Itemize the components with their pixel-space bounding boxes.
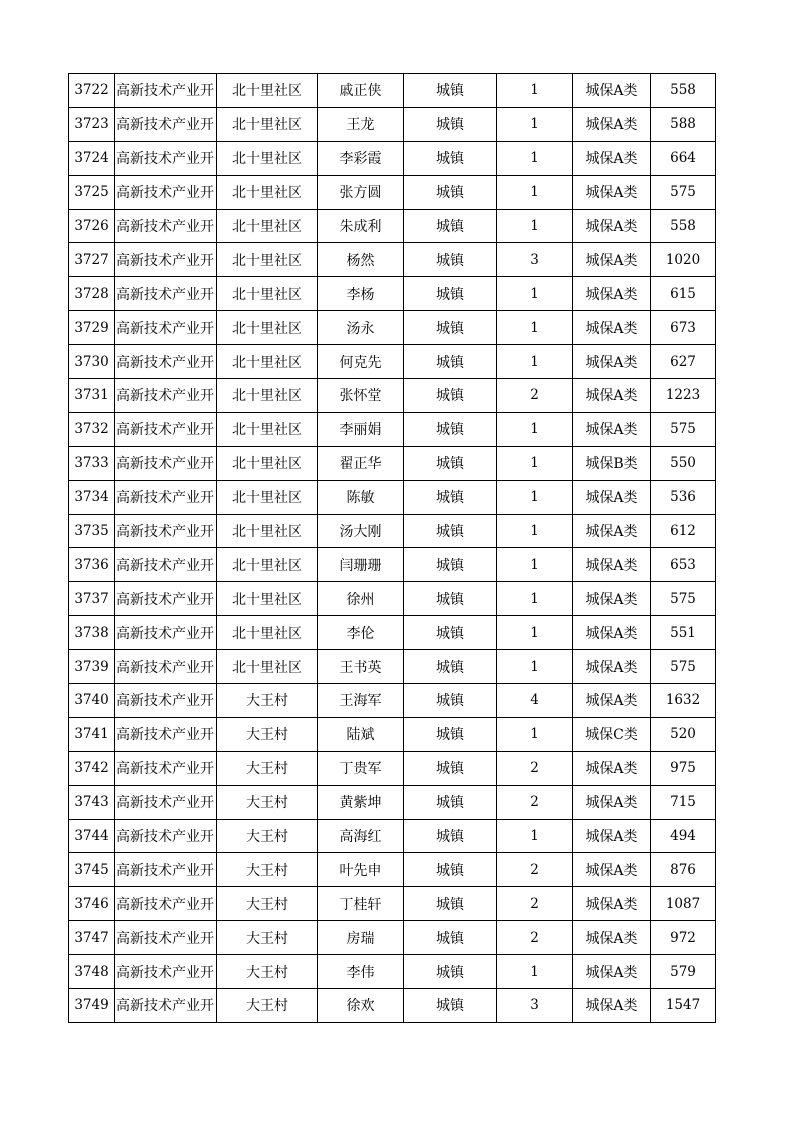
row-number-cell: 3745 [69, 853, 115, 887]
household-size-cell: 1 [497, 74, 573, 108]
residence-type-cell: 城镇 [404, 480, 497, 514]
community-cell: 北十里社区 [217, 107, 318, 141]
row-number-cell: 3722 [69, 74, 115, 108]
district-cell: 高新技术产业开 [115, 717, 217, 751]
district-cell: 高新技术产业开 [115, 751, 217, 785]
household-size-cell: 3 [497, 243, 573, 277]
household-size-cell: 2 [497, 921, 573, 955]
category-cell: 城保A类 [573, 345, 651, 379]
name-cell: 闫珊珊 [318, 548, 404, 582]
category-cell: 城保A类 [573, 514, 651, 548]
category-cell: 城保C类 [573, 717, 651, 751]
amount-cell: 575 [651, 582, 716, 616]
community-cell: 北十里社区 [217, 345, 318, 379]
residence-type-cell: 城镇 [404, 412, 497, 446]
district-cell: 高新技术产业开 [115, 921, 217, 955]
category-cell: 城保A类 [573, 311, 651, 345]
amount-cell: 876 [651, 853, 716, 887]
district-cell: 高新技术产业开 [115, 379, 217, 413]
household-size-cell: 1 [497, 141, 573, 175]
residence-type-cell: 城镇 [404, 514, 497, 548]
category-cell: 城保A类 [573, 989, 651, 1023]
amount-cell: 1087 [651, 887, 716, 921]
community-cell: 大王村 [217, 989, 318, 1023]
household-size-cell: 1 [497, 819, 573, 853]
row-number-cell: 3733 [69, 446, 115, 480]
name-cell: 王龙 [318, 107, 404, 141]
community-cell: 北十里社区 [217, 379, 318, 413]
name-cell: 朱成利 [318, 209, 404, 243]
district-cell: 高新技术产业开 [115, 853, 217, 887]
amount-cell: 975 [651, 751, 716, 785]
household-size-cell: 2 [497, 887, 573, 921]
district-cell: 高新技术产业开 [115, 446, 217, 480]
household-size-cell: 1 [497, 582, 573, 616]
household-size-cell: 2 [497, 751, 573, 785]
table-row [69, 921, 716, 955]
category-cell: 城保A类 [573, 175, 651, 209]
table-row [69, 887, 716, 921]
name-cell: 丁贵军 [318, 751, 404, 785]
category-cell: 城保A类 [573, 379, 651, 413]
amount-cell: 653 [651, 548, 716, 582]
residence-type-cell: 城镇 [404, 853, 497, 887]
category-cell: 城保A类 [573, 548, 651, 582]
category-cell: 城保B类 [573, 446, 651, 480]
community-cell: 北十里社区 [217, 582, 318, 616]
category-cell: 城保A类 [573, 819, 651, 853]
amount-cell: 575 [651, 412, 716, 446]
residence-type-cell: 城镇 [404, 548, 497, 582]
community-cell: 大王村 [217, 955, 318, 989]
amount-cell: 1223 [651, 379, 716, 413]
category-cell: 城保A类 [573, 243, 651, 277]
row-number-cell: 3723 [69, 107, 115, 141]
row-number-cell: 3735 [69, 514, 115, 548]
household-size-cell: 1 [497, 514, 573, 548]
amount-cell: 588 [651, 107, 716, 141]
residence-type-cell: 城镇 [404, 582, 497, 616]
category-cell: 城保A类 [573, 277, 651, 311]
table-row [69, 74, 716, 108]
name-cell: 徐欢 [318, 989, 404, 1023]
district-cell: 高新技术产业开 [115, 175, 217, 209]
category-cell: 城保A类 [573, 650, 651, 684]
household-size-cell: 1 [497, 107, 573, 141]
residence-type-cell: 城镇 [404, 209, 497, 243]
household-size-cell: 1 [497, 616, 573, 650]
table-row [69, 480, 716, 514]
community-cell: 北十里社区 [217, 74, 318, 108]
community-cell: 大王村 [217, 819, 318, 853]
amount-cell: 664 [651, 141, 716, 175]
household-size-cell: 1 [497, 446, 573, 480]
district-cell: 高新技术产业开 [115, 582, 217, 616]
amount-cell: 615 [651, 277, 716, 311]
community-cell: 大王村 [217, 921, 318, 955]
community-cell: 北十里社区 [217, 243, 318, 277]
name-cell: 高海红 [318, 819, 404, 853]
amount-cell: 612 [651, 514, 716, 548]
name-cell: 王海军 [318, 684, 404, 718]
category-cell: 城保A类 [573, 785, 651, 819]
name-cell: 杨然 [318, 243, 404, 277]
row-number-cell: 3730 [69, 345, 115, 379]
row-number-cell: 3727 [69, 243, 115, 277]
residence-type-cell: 城镇 [404, 887, 497, 921]
roster-body [69, 74, 716, 1023]
amount-cell: 1547 [651, 989, 716, 1023]
household-size-cell: 1 [497, 311, 573, 345]
household-size-cell: 1 [497, 412, 573, 446]
community-cell: 大王村 [217, 785, 318, 819]
table-row [69, 311, 716, 345]
residence-type-cell: 城镇 [404, 379, 497, 413]
district-cell: 高新技术产业开 [115, 819, 217, 853]
district-cell: 高新技术产业开 [115, 548, 217, 582]
row-number-cell: 3725 [69, 175, 115, 209]
residence-type-cell: 城镇 [404, 819, 497, 853]
district-cell: 高新技术产业开 [115, 955, 217, 989]
table-row [69, 141, 716, 175]
amount-cell: 627 [651, 345, 716, 379]
category-cell: 城保A类 [573, 887, 651, 921]
household-size-cell: 1 [497, 955, 573, 989]
name-cell: 黄紫坤 [318, 785, 404, 819]
household-size-cell: 1 [497, 480, 573, 514]
name-cell: 汤大刚 [318, 514, 404, 548]
row-number-cell: 3726 [69, 209, 115, 243]
table-row [69, 717, 716, 751]
table-row [69, 955, 716, 989]
residence-type-cell: 城镇 [404, 277, 497, 311]
community-cell: 大王村 [217, 684, 318, 718]
amount-cell: 494 [651, 819, 716, 853]
district-cell: 高新技术产业开 [115, 74, 217, 108]
community-cell: 北十里社区 [217, 141, 318, 175]
district-cell: 高新技术产业开 [115, 209, 217, 243]
name-cell: 李伟 [318, 955, 404, 989]
table-row [69, 616, 716, 650]
table-row [69, 751, 716, 785]
district-cell: 高新技术产业开 [115, 480, 217, 514]
table-row [69, 582, 716, 616]
district-cell: 高新技术产业开 [115, 107, 217, 141]
residence-type-cell: 城镇 [404, 751, 497, 785]
table-row [69, 243, 716, 277]
row-number-cell: 3744 [69, 819, 115, 853]
community-cell: 大王村 [217, 853, 318, 887]
row-number-cell: 3736 [69, 548, 115, 582]
household-size-cell: 1 [497, 209, 573, 243]
household-size-cell: 1 [497, 277, 573, 311]
table-row [69, 819, 716, 853]
residence-type-cell: 城镇 [404, 243, 497, 277]
category-cell: 城保A类 [573, 209, 651, 243]
row-number-cell: 3741 [69, 717, 115, 751]
amount-cell: 550 [651, 446, 716, 480]
district-cell: 高新技术产业开 [115, 141, 217, 175]
community-cell: 北十里社区 [217, 446, 318, 480]
community-cell: 北十里社区 [217, 277, 318, 311]
amount-cell: 673 [651, 311, 716, 345]
household-size-cell: 1 [497, 175, 573, 209]
table-row [69, 684, 716, 718]
residence-type-cell: 城镇 [404, 785, 497, 819]
community-cell: 北十里社区 [217, 209, 318, 243]
community-cell: 北十里社区 [217, 480, 318, 514]
row-number-cell: 3737 [69, 582, 115, 616]
residence-type-cell: 城镇 [404, 650, 497, 684]
row-number-cell: 3731 [69, 379, 115, 413]
name-cell: 李丽娟 [318, 412, 404, 446]
category-cell: 城保A类 [573, 74, 651, 108]
name-cell: 陆斌 [318, 717, 404, 751]
district-cell: 高新技术产业开 [115, 345, 217, 379]
community-cell: 北十里社区 [217, 650, 318, 684]
table-row [69, 175, 716, 209]
row-number-cell: 3729 [69, 311, 115, 345]
community-cell: 北十里社区 [217, 548, 318, 582]
category-cell: 城保A类 [573, 751, 651, 785]
district-cell: 高新技术产业开 [115, 989, 217, 1023]
table-row [69, 785, 716, 819]
household-size-cell: 4 [497, 684, 573, 718]
amount-cell: 715 [651, 785, 716, 819]
table-row [69, 989, 716, 1023]
district-cell: 高新技术产业开 [115, 650, 217, 684]
row-number-cell: 3739 [69, 650, 115, 684]
household-size-cell: 1 [497, 548, 573, 582]
residence-type-cell: 城镇 [404, 175, 497, 209]
category-cell: 城保A类 [573, 955, 651, 989]
household-size-cell: 1 [497, 650, 573, 684]
row-number-cell: 3724 [69, 141, 115, 175]
district-cell: 高新技术产业开 [115, 412, 217, 446]
table-row [69, 514, 716, 548]
name-cell: 王书英 [318, 650, 404, 684]
roster-table [68, 73, 716, 1023]
category-cell: 城保A类 [573, 141, 651, 175]
residence-type-cell: 城镇 [404, 311, 497, 345]
amount-cell: 972 [651, 921, 716, 955]
residence-type-cell: 城镇 [404, 717, 497, 751]
name-cell: 叶先申 [318, 853, 404, 887]
category-cell: 城保A类 [573, 107, 651, 141]
residence-type-cell: 城镇 [404, 989, 497, 1023]
name-cell: 丁桂轩 [318, 887, 404, 921]
amount-cell: 1632 [651, 684, 716, 718]
row-number-cell: 3748 [69, 955, 115, 989]
table-row [69, 107, 716, 141]
row-number-cell: 3738 [69, 616, 115, 650]
table-row [69, 277, 716, 311]
table-row [69, 412, 716, 446]
residence-type-cell: 城镇 [404, 345, 497, 379]
row-number-cell: 3743 [69, 785, 115, 819]
amount-cell: 1020 [651, 243, 716, 277]
district-cell: 高新技术产业开 [115, 887, 217, 921]
household-size-cell: 3 [497, 989, 573, 1023]
household-size-cell: 2 [497, 853, 573, 887]
amount-cell: 575 [651, 175, 716, 209]
residence-type-cell: 城镇 [404, 141, 497, 175]
name-cell: 房瑞 [318, 921, 404, 955]
district-cell: 高新技术产业开 [115, 785, 217, 819]
amount-cell: 558 [651, 209, 716, 243]
row-number-cell: 3732 [69, 412, 115, 446]
district-cell: 高新技术产业开 [115, 684, 217, 718]
amount-cell: 536 [651, 480, 716, 514]
community-cell: 北十里社区 [217, 412, 318, 446]
amount-cell: 579 [651, 955, 716, 989]
household-size-cell: 2 [497, 785, 573, 819]
category-cell: 城保A类 [573, 480, 651, 514]
community-cell: 大王村 [217, 887, 318, 921]
community-cell: 大王村 [217, 751, 318, 785]
household-size-cell: 1 [497, 717, 573, 751]
residence-type-cell: 城镇 [404, 74, 497, 108]
row-number-cell: 3728 [69, 277, 115, 311]
category-cell: 城保A类 [573, 921, 651, 955]
community-cell: 北十里社区 [217, 616, 318, 650]
row-number-cell: 3734 [69, 480, 115, 514]
category-cell: 城保A类 [573, 616, 651, 650]
table-row [69, 209, 716, 243]
community-cell: 北十里社区 [217, 514, 318, 548]
name-cell: 徐州 [318, 582, 404, 616]
name-cell: 翟正华 [318, 446, 404, 480]
category-cell: 城保A类 [573, 684, 651, 718]
district-cell: 高新技术产业开 [115, 311, 217, 345]
name-cell: 李伦 [318, 616, 404, 650]
category-cell: 城保A类 [573, 853, 651, 887]
residence-type-cell: 城镇 [404, 446, 497, 480]
district-cell: 高新技术产业开 [115, 514, 217, 548]
community-cell: 大王村 [217, 717, 318, 751]
name-cell: 戚正侠 [318, 74, 404, 108]
name-cell: 张怀堂 [318, 379, 404, 413]
amount-cell: 551 [651, 616, 716, 650]
row-number-cell: 3749 [69, 989, 115, 1023]
household-size-cell: 2 [497, 379, 573, 413]
name-cell: 张方圆 [318, 175, 404, 209]
residence-type-cell: 城镇 [404, 921, 497, 955]
table-row [69, 853, 716, 887]
district-cell: 高新技术产业开 [115, 243, 217, 277]
name-cell: 李彩霞 [318, 141, 404, 175]
name-cell: 何克先 [318, 345, 404, 379]
amount-cell: 558 [651, 74, 716, 108]
district-cell: 高新技术产业开 [115, 277, 217, 311]
category-cell: 城保A类 [573, 582, 651, 616]
table-row [69, 650, 716, 684]
amount-cell: 575 [651, 650, 716, 684]
name-cell: 汤永 [318, 311, 404, 345]
residence-type-cell: 城镇 [404, 107, 497, 141]
community-cell: 北十里社区 [217, 175, 318, 209]
residence-type-cell: 城镇 [404, 955, 497, 989]
amount-cell: 520 [651, 717, 716, 751]
table-row [69, 379, 716, 413]
row-number-cell: 3747 [69, 921, 115, 955]
row-number-cell: 3742 [69, 751, 115, 785]
row-number-cell: 3746 [69, 887, 115, 921]
table-row [69, 446, 716, 480]
name-cell: 李杨 [318, 277, 404, 311]
residence-type-cell: 城镇 [404, 616, 497, 650]
category-cell: 城保A类 [573, 412, 651, 446]
table-row [69, 548, 716, 582]
name-cell: 陈敏 [318, 480, 404, 514]
residence-type-cell: 城镇 [404, 684, 497, 718]
district-cell: 高新技术产业开 [115, 616, 217, 650]
table-row [69, 345, 716, 379]
community-cell: 北十里社区 [217, 311, 318, 345]
household-size-cell: 1 [497, 345, 573, 379]
row-number-cell: 3740 [69, 684, 115, 718]
